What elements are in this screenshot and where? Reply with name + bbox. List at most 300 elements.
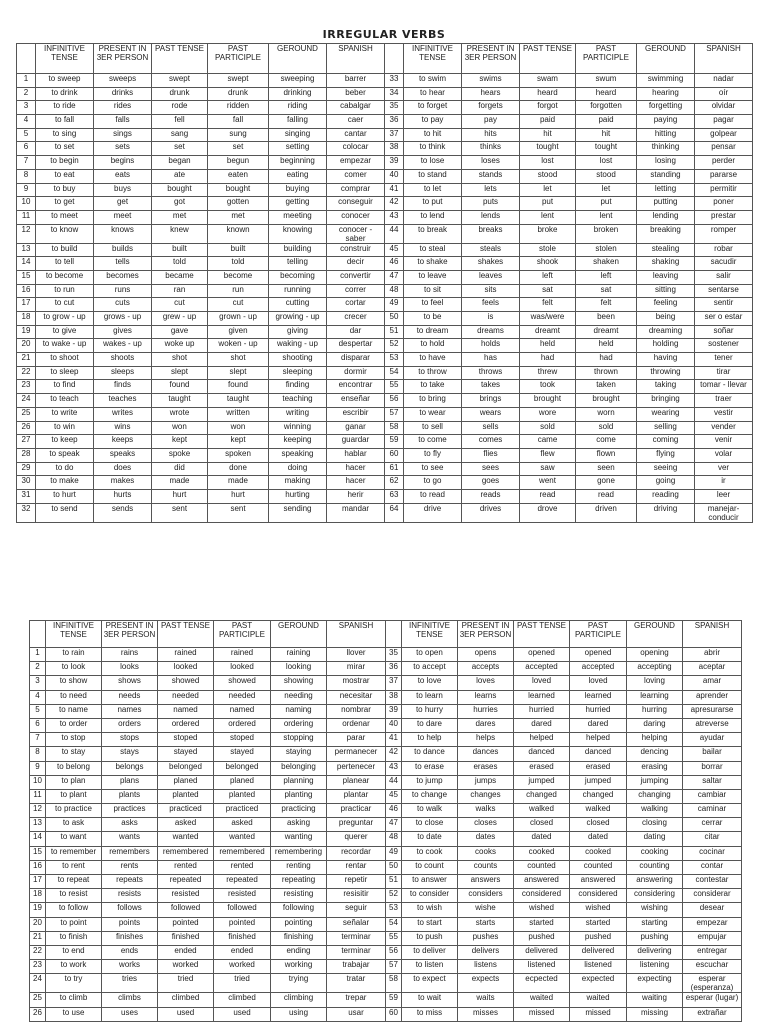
spanish-cell: parar	[327, 733, 386, 747]
present-cell: makes	[94, 476, 152, 490]
present-cell: dares	[458, 718, 514, 732]
past-cell: showed	[158, 676, 214, 690]
table-row	[30, 917, 742, 931]
present-cell: names	[102, 704, 158, 718]
spanish-cell: citar	[683, 832, 742, 846]
row-number: 51	[385, 325, 404, 339]
participle-cell: rained	[214, 648, 271, 662]
gerund-cell: resisting	[271, 889, 327, 903]
table-row	[30, 931, 742, 945]
participle-cell: driven	[576, 503, 637, 522]
infinitive-cell: to begin	[36, 156, 94, 170]
infinitive-cell: to grow - up	[36, 312, 94, 326]
participle-cell: dated	[570, 832, 627, 846]
infinitive-cell: to see	[404, 462, 462, 476]
header-number	[386, 621, 402, 648]
present-cell: answers	[458, 875, 514, 889]
present-cell: drinks	[94, 87, 152, 101]
row-number: 21	[30, 931, 46, 945]
infinitive-cell: to sweep	[36, 74, 94, 88]
gerund-cell: accepting	[627, 662, 683, 676]
participle-cell: seen	[576, 462, 637, 476]
row-number: 35	[385, 101, 404, 115]
spanish-cell: necesitar	[327, 690, 386, 704]
header-cell: SPANISH	[683, 621, 742, 648]
present-cell: becomes	[94, 270, 152, 284]
gerund-cell: meeting	[269, 210, 327, 224]
infinitive-cell: to point	[46, 917, 102, 931]
past-cell: repeated	[158, 875, 214, 889]
row-number: 39	[385, 156, 404, 170]
gerund-cell: naming	[271, 704, 327, 718]
row-number: 56	[385, 394, 404, 408]
header-cell: SPANISH	[327, 621, 386, 648]
spanish-cell: mostrar	[327, 676, 386, 690]
participle-cell: considered	[570, 889, 627, 903]
present-cell: starts	[458, 917, 514, 931]
row-number: 50	[385, 312, 404, 326]
spanish-cell: sacudir	[695, 257, 753, 271]
infinitive-cell: to leave	[404, 270, 462, 284]
infinitive-cell: to finish	[46, 931, 102, 945]
participle-cell: hurried	[570, 704, 627, 718]
gerund-cell: listening	[627, 960, 683, 974]
gerund-cell: dating	[627, 832, 683, 846]
past-cell: set	[152, 142, 208, 156]
spanish-cell: pensar	[695, 142, 753, 156]
participle-cell: read	[576, 489, 637, 503]
row-number: 41	[385, 183, 404, 197]
participle-cell: had	[576, 353, 637, 367]
present-cell: repeats	[102, 875, 158, 889]
participle-cell: expected	[570, 974, 627, 993]
table-row	[30, 718, 742, 732]
past-cell: asked	[158, 818, 214, 832]
row-number: 15	[17, 270, 36, 284]
gerund-cell: buying	[269, 183, 327, 197]
present-cell: misses	[458, 1007, 514, 1021]
past-cell: closed	[514, 818, 570, 832]
table-row	[30, 818, 742, 832]
row-number: 38	[386, 690, 402, 704]
infinitive-cell: to remember	[46, 846, 102, 860]
header-cell: INFINITIVE TENSE	[36, 44, 94, 74]
infinitive-cell: to walk	[402, 804, 458, 818]
gerund-cell: reading	[637, 489, 695, 503]
row-number: 38	[385, 142, 404, 156]
infinitive-cell: to make	[36, 476, 94, 490]
participle-cell: remembered	[214, 846, 271, 860]
present-cell: opens	[458, 648, 514, 662]
gerund-cell: losing	[637, 156, 695, 170]
spanish-cell: correr	[327, 284, 385, 298]
infinitive-cell: to plant	[46, 789, 102, 803]
infinitive-cell: to expect	[402, 974, 458, 993]
row-number: 25	[17, 407, 36, 421]
row-number: 61	[385, 462, 404, 476]
spanish-cell: escuchar	[683, 960, 742, 974]
past-cell: sang	[152, 128, 208, 142]
past-cell: let	[520, 183, 576, 197]
row-number: 20	[17, 339, 36, 353]
infinitive-cell: to dare	[402, 718, 458, 732]
participle-cell: begun	[208, 156, 269, 170]
participle-cell: lent	[576, 210, 637, 224]
gerund-cell: teaching	[269, 394, 327, 408]
row-number: 17	[30, 875, 46, 889]
row-number: 55	[385, 380, 404, 394]
past-cell: told	[152, 257, 208, 271]
spanish-cell: aceptar	[683, 662, 742, 676]
row-number: 9	[30, 761, 46, 775]
past-cell: dreamt	[520, 325, 576, 339]
table-row	[17, 325, 753, 339]
participle-cell: broken	[576, 224, 637, 243]
present-cell: sits	[462, 284, 520, 298]
row-number: 5	[17, 128, 36, 142]
participle-cell: made	[208, 476, 269, 490]
infinitive-cell: to lose	[404, 156, 462, 170]
past-cell: flew	[520, 448, 576, 462]
infinitive-cell: to let	[404, 183, 462, 197]
spanish-cell: aprender	[683, 690, 742, 704]
table-row	[17, 142, 753, 156]
gerund-cell: wishing	[627, 903, 683, 917]
infinitive-cell: to speak	[36, 448, 94, 462]
spanish-cell: empezar	[683, 917, 742, 931]
spanish-cell: tomar - llevar	[695, 380, 753, 394]
present-cell: walks	[458, 804, 514, 818]
present-cell: wakes - up	[94, 339, 152, 353]
spanish-cell: cerrar	[683, 818, 742, 832]
gerund-cell: finding	[269, 380, 327, 394]
past-cell: finished	[158, 931, 214, 945]
participle-cell: learned	[570, 690, 627, 704]
participle-cell: planted	[214, 789, 271, 803]
gerund-cell: sending	[269, 503, 327, 522]
spanish-cell: sostener	[695, 339, 753, 353]
table-row	[30, 1007, 742, 1021]
spanish-cell: poner	[695, 197, 753, 211]
past-cell: drunk	[152, 87, 208, 101]
present-cell: does	[94, 462, 152, 476]
infinitive-cell: to throw	[404, 366, 462, 380]
gerund-cell: seeing	[637, 462, 695, 476]
spanish-cell: repetir	[327, 875, 386, 889]
infinitive-cell: to change	[402, 789, 458, 803]
participle-cell: listened	[570, 960, 627, 974]
past-cell: sat	[520, 284, 576, 298]
spanish-cell: llover	[327, 648, 386, 662]
gerund-cell: telling	[269, 257, 327, 271]
participle-cell: cooked	[570, 846, 627, 860]
present-cell: resists	[102, 889, 158, 903]
participle-cell: told	[208, 257, 269, 271]
infinitive-cell: to close	[402, 818, 458, 832]
table-row	[17, 87, 753, 101]
present-cell: shows	[102, 676, 158, 690]
gerund-cell: working	[271, 960, 327, 974]
row-number: 11	[17, 210, 36, 224]
gerund-cell: selling	[637, 421, 695, 435]
present-cell: practices	[102, 804, 158, 818]
infinitive-cell: to hit	[404, 128, 462, 142]
spanish-cell: considerar	[683, 889, 742, 903]
present-cell: rents	[102, 860, 158, 874]
spanish-cell: recordar	[327, 846, 386, 860]
present-cell: lets	[462, 183, 520, 197]
past-cell: ate	[152, 169, 208, 183]
infinitive-cell: to become	[36, 270, 94, 284]
infinitive-cell: to wait	[402, 993, 458, 1007]
gerund-cell: trying	[271, 974, 327, 993]
present-cell: loses	[462, 156, 520, 170]
infinitive-cell: to be	[404, 312, 462, 326]
participle-cell: taken	[576, 380, 637, 394]
spanish-cell: soñar	[695, 325, 753, 339]
infinitive-cell: to find	[36, 380, 94, 394]
present-cell: sets	[94, 142, 152, 156]
infinitive-cell: to sleep	[36, 366, 94, 380]
present-cell: listens	[458, 960, 514, 974]
row-number: 48	[386, 832, 402, 846]
row-number: 20	[30, 917, 46, 931]
table-row	[30, 903, 742, 917]
participle-cell: helped	[570, 733, 627, 747]
participle-cell: felt	[576, 298, 637, 312]
present-cell: puts	[462, 197, 520, 211]
infinitive-cell: to fall	[36, 115, 94, 129]
row-number: 41	[386, 733, 402, 747]
table-row	[17, 183, 753, 197]
row-number: 19	[17, 325, 36, 339]
gerund-cell: going	[637, 476, 695, 490]
table-row	[30, 860, 742, 874]
participle-cell: dreamt	[576, 325, 637, 339]
row-number: 16	[30, 860, 46, 874]
past-cell: cooked	[514, 846, 570, 860]
infinitive-cell: to run	[36, 284, 94, 298]
participle-cell: pointed	[214, 917, 271, 931]
present-cell: tries	[102, 974, 158, 993]
past-cell: hurried	[514, 704, 570, 718]
infinitive-cell: to want	[46, 832, 102, 846]
participle-cell: gone	[576, 476, 637, 490]
present-cell: teaches	[94, 394, 152, 408]
infinitive-cell: to need	[46, 690, 102, 704]
spanish-cell: señalar	[327, 917, 386, 931]
row-number: 12	[17, 224, 36, 243]
participle-cell: erased	[570, 761, 627, 775]
spanish-cell: escribir	[327, 407, 385, 421]
infinitive-cell: to feel	[404, 298, 462, 312]
participle-cell: tought	[576, 142, 637, 156]
present-cell: stops	[102, 733, 158, 747]
participle-cell: named	[214, 704, 271, 718]
participle-cell: bought	[208, 183, 269, 197]
row-number: 53	[386, 903, 402, 917]
past-cell: sold	[520, 421, 576, 435]
infinitive-cell: to open	[402, 648, 458, 662]
table-row	[17, 394, 753, 408]
participle-cell: stolen	[576, 243, 637, 257]
row-number: 55	[386, 931, 402, 945]
header-number	[17, 44, 36, 74]
past-cell: read	[520, 489, 576, 503]
present-cell: holds	[462, 339, 520, 353]
row-number: 14	[17, 257, 36, 271]
infinitive-cell: to build	[36, 243, 94, 257]
spanish-cell: disparar	[327, 353, 385, 367]
past-cell: planted	[158, 789, 214, 803]
past-cell: followed	[158, 903, 214, 917]
table-row	[17, 435, 753, 449]
past-cell: taught	[152, 394, 208, 408]
spanish-cell: venir	[695, 435, 753, 449]
participle-cell: woken - up	[208, 339, 269, 353]
past-cell: woke up	[152, 339, 208, 353]
participle-cell: held	[576, 339, 637, 353]
header-cell: GEROUND	[637, 44, 695, 74]
spanish-cell: nombrar	[327, 704, 386, 718]
gerund-cell: falling	[269, 115, 327, 129]
table-row	[30, 974, 742, 993]
participle-cell: hurt	[208, 489, 269, 503]
gerund-cell: sleeping	[269, 366, 327, 380]
row-number: 13	[30, 818, 46, 832]
gerund-cell: changing	[627, 789, 683, 803]
present-cell: uses	[102, 1007, 158, 1021]
infinitive-cell: to name	[46, 704, 102, 718]
gerund-cell: running	[269, 284, 327, 298]
table-row	[17, 156, 753, 170]
past-cell: counted	[514, 860, 570, 874]
gerund-cell: sweeping	[269, 74, 327, 88]
row-number: 63	[385, 489, 404, 503]
row-number: 54	[386, 917, 402, 931]
gerund-cell: asking	[271, 818, 327, 832]
gerund-cell: holding	[637, 339, 695, 353]
gerund-cell: remembering	[271, 846, 327, 860]
participle-cell: done	[208, 462, 269, 476]
present-cell: wins	[94, 421, 152, 435]
spanish-cell: resisitir	[327, 889, 386, 903]
gerund-cell: growing - up	[269, 312, 327, 326]
header-row	[30, 621, 742, 648]
infinitive-cell: to climb	[46, 993, 102, 1007]
spanish-cell: enseñar	[327, 394, 385, 408]
spanish-cell: desear	[683, 903, 742, 917]
gerund-cell: dreaming	[637, 325, 695, 339]
present-cell: sends	[94, 503, 152, 522]
past-cell: wished	[514, 903, 570, 917]
past-cell: found	[152, 380, 208, 394]
spanish-cell: terminar	[327, 931, 386, 945]
infinitive-cell: to consider	[402, 889, 458, 903]
participle-cell: shaken	[576, 257, 637, 271]
table-row	[30, 662, 742, 676]
infinitive-cell: to know	[36, 224, 94, 243]
spanish-cell: ordenar	[327, 718, 386, 732]
gerund-cell: winning	[269, 421, 327, 435]
gerund-cell: keeping	[269, 435, 327, 449]
past-cell: stole	[520, 243, 576, 257]
infinitive-cell: to plan	[46, 775, 102, 789]
header-number	[30, 621, 46, 648]
infinitive-cell: to stop	[46, 733, 102, 747]
row-number: 31	[17, 489, 36, 503]
spanish-cell: terminar	[327, 945, 386, 959]
gerund-cell: pushing	[627, 931, 683, 945]
spanish-cell: colocar	[327, 142, 385, 156]
row-number: 54	[385, 366, 404, 380]
gerund-cell: hearing	[637, 87, 695, 101]
row-number: 34	[385, 87, 404, 101]
table-row	[30, 676, 742, 690]
participle-cell: showed	[214, 676, 271, 690]
spanish-cell: permanecer	[327, 747, 386, 761]
spanish-cell: conocer - saber	[327, 224, 385, 243]
row-number: 36	[386, 662, 402, 676]
header-number	[385, 44, 404, 74]
gerund-cell: loving	[627, 676, 683, 690]
past-cell: built	[152, 243, 208, 257]
present-cell: counts	[458, 860, 514, 874]
spanish-cell: ganar	[327, 421, 385, 435]
infinitive-cell: to lend	[404, 210, 462, 224]
row-number: 44	[386, 775, 402, 789]
row-number: 6	[17, 142, 36, 156]
present-cell: knows	[94, 224, 152, 243]
gerund-cell: planning	[271, 775, 327, 789]
past-cell: climbed	[158, 993, 214, 1007]
present-cell: sees	[462, 462, 520, 476]
row-number: 21	[17, 353, 36, 367]
page-title: IRREGULAR VERBS	[322, 28, 446, 41]
spanish-cell: pararse	[695, 169, 753, 183]
row-number: 47	[385, 270, 404, 284]
past-cell: brought	[520, 394, 576, 408]
participle-cell: stood	[576, 169, 637, 183]
infinitive-cell: to meet	[36, 210, 94, 224]
table-row	[17, 284, 753, 298]
gerund-cell: forgetting	[637, 101, 695, 115]
infinitive-cell: to stay	[46, 747, 102, 761]
gerund-cell: wearing	[637, 407, 695, 421]
past-cell: was/were	[520, 312, 576, 326]
infinitive-cell: to give	[36, 325, 94, 339]
header-cell: SPANISH	[327, 44, 385, 74]
spanish-cell: manejar- conducir	[695, 503, 753, 522]
participle-cell: given	[208, 325, 269, 339]
gerund-cell: starting	[627, 917, 683, 931]
past-cell: put	[520, 197, 576, 211]
present-cell: buys	[94, 183, 152, 197]
table-row	[17, 407, 753, 421]
table-row	[17, 74, 753, 88]
participle-cell: met	[208, 210, 269, 224]
spanish-cell: preguntar	[327, 818, 386, 832]
row-number: 19	[30, 903, 46, 917]
present-cell: goes	[462, 476, 520, 490]
present-cell: cooks	[458, 846, 514, 860]
spanish-cell: bailar	[683, 747, 742, 761]
participle-cell: ended	[214, 945, 271, 959]
infinitive-cell: to teach	[36, 394, 94, 408]
spanish-cell: querer	[327, 832, 386, 846]
past-cell: knew	[152, 224, 208, 243]
present-cell: shakes	[462, 257, 520, 271]
